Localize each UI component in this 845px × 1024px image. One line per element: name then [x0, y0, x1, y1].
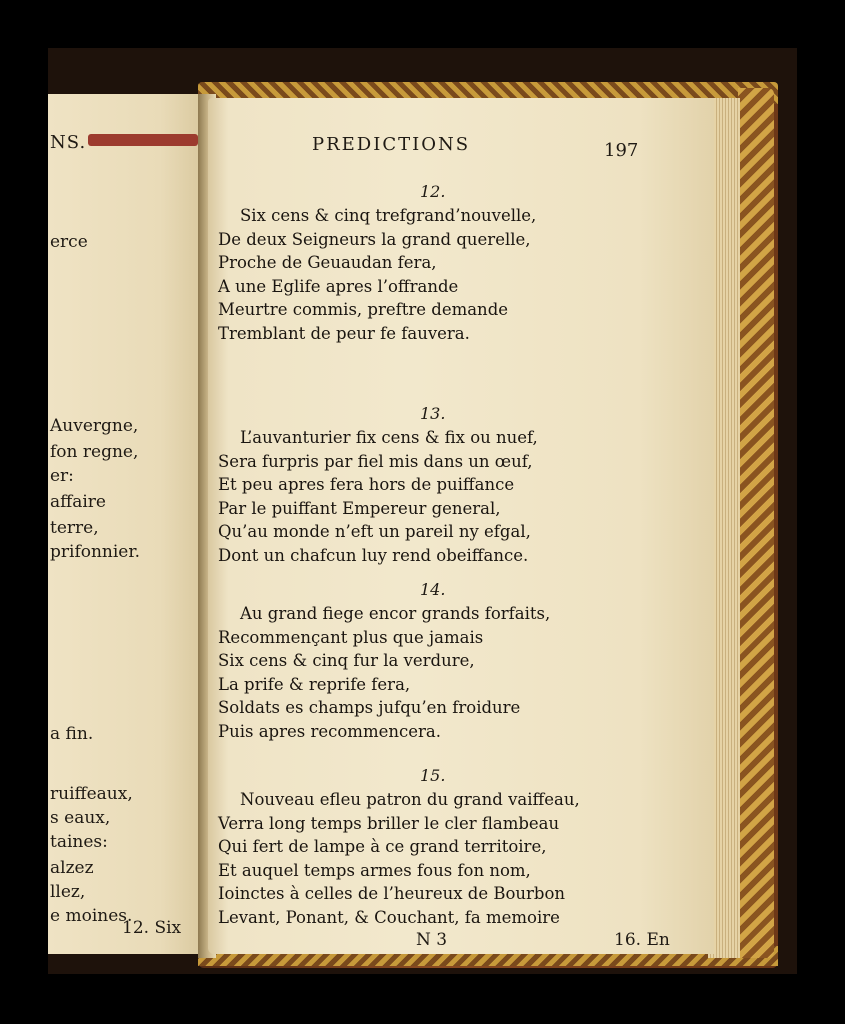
verse-line: Au grand fiege encor grands forfaits,	[240, 604, 551, 623]
verse-line: Dont un chafcun luy rend obeiffance.	[218, 546, 529, 565]
book-photograph	[48, 48, 797, 974]
left-page-line: llez,	[50, 882, 86, 902]
verse-line: Et auquel temps armes fous fon nom,	[218, 860, 531, 880]
verse-line: Ioinctes à celles de l’heureux de Bourbon	[218, 884, 566, 904]
left-page-line: ruiffeaux,	[50, 784, 133, 804]
signature-mark: N 3	[416, 930, 448, 950]
left-page-line: taines:	[50, 832, 108, 852]
left-page-line: prifonnier.	[50, 542, 141, 562]
verse-line: Et peu apres fera hors de puiffance	[218, 475, 515, 495]
verse-line: L’auvanturier fix cens & fix ou nuef,	[240, 428, 538, 447]
left-page-line: terre,	[50, 518, 99, 538]
catchword: 16. En	[614, 930, 670, 950]
verse-line: De deux Seigneurs la grand querelle,	[218, 229, 531, 249]
stanza-number: 12.	[420, 182, 446, 201]
stanza-number: 13.	[420, 404, 446, 423]
running-head: PREDICTIONS	[312, 134, 471, 155]
verse-line: La prife & reprife fera,	[218, 674, 411, 694]
left-page-line: erce	[50, 232, 88, 252]
verse-line: Qu’au monde n’eft un pareil ny efgal,	[218, 522, 531, 542]
verse-line: Par le puiffant Empereur general,	[218, 498, 501, 518]
left-page	[48, 94, 208, 954]
verse-line: Qui fert de lampe à ce grand territoire,	[218, 837, 547, 857]
left-page-line: fon regne,	[50, 442, 139, 462]
verse-line: Levant, Ponant, & Couchant, fa memoire	[218, 908, 560, 927]
ribbon-bookmark	[88, 134, 198, 146]
verse-line: Puis apres recommencera.	[218, 722, 441, 741]
verse-line: Six cens & cinq trefgrand’nouvelle,	[240, 206, 537, 225]
gilt-border-right	[738, 88, 774, 958]
right-page	[208, 98, 714, 954]
verse-line: Soldats es champs jufqu’en froidure	[218, 698, 521, 718]
verse-line: Nouveau efleu patron du grand vaiffeau,	[240, 790, 580, 809]
stanza-number: 14.	[420, 580, 446, 599]
verse-line: Recommençant plus que jamais	[218, 627, 484, 647]
left-catchword: 12. Six	[122, 918, 182, 938]
left-page-line: Auvergne,	[50, 416, 139, 436]
left-page-line: e moines.	[50, 906, 133, 926]
left-page-line: a fin.	[50, 724, 94, 744]
left-page-line: s eaux,	[50, 808, 111, 828]
page-number: 197	[604, 140, 639, 161]
verse-line: Tremblant de peur fe fauvera.	[218, 324, 470, 343]
verse-line: Proche de Geuaudan fera,	[218, 253, 437, 273]
verse-line: Verra long temps briller le cler flambeau	[218, 813, 560, 833]
verse-line: Meurtre commis, preftre demande	[218, 300, 509, 320]
left-page-line: er:	[50, 466, 74, 486]
left-page-line: affaire	[50, 492, 106, 512]
left-page-line: alzez	[50, 858, 94, 878]
verse-line: Sera furpris par fiel mis dans un œuf,	[218, 451, 533, 471]
left-running-head: NS.	[50, 132, 87, 153]
verse-line: Six cens & cinq fur la verdure,	[218, 651, 475, 671]
verse-line: A une Eglife apres l’offrande	[218, 276, 459, 296]
stanza-number: 15.	[420, 766, 446, 785]
